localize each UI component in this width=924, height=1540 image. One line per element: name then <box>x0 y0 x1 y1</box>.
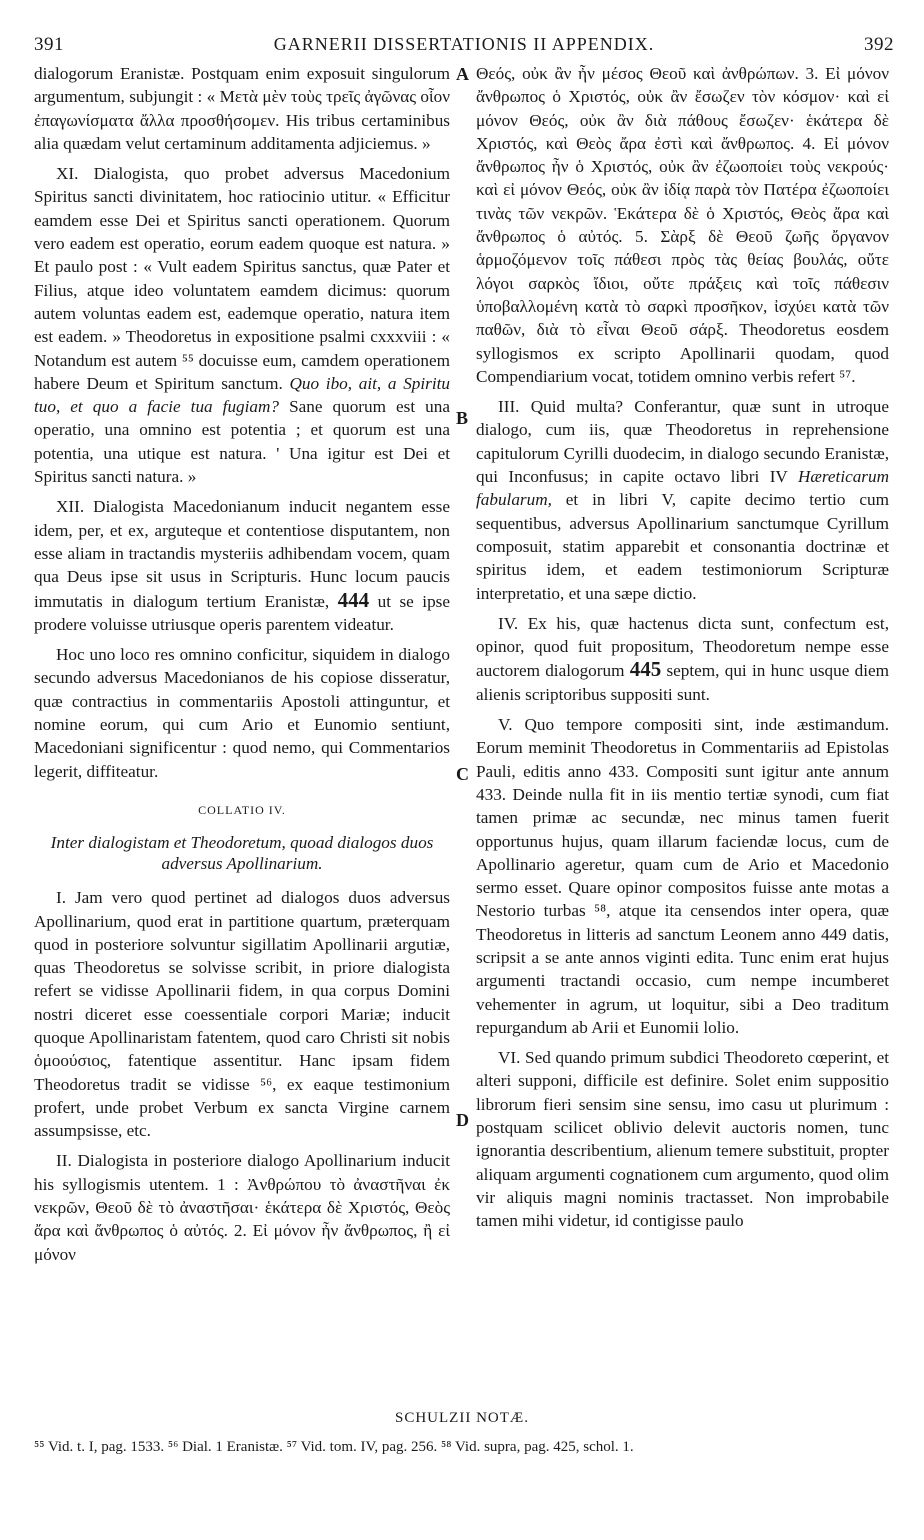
running-header <box>34 34 894 60</box>
psalm-quote: Quo ibo, ait, a Spiritu tuo, et quo a facie tua fugiam? <box>34 373 450 417</box>
left-paragraph-1: dialogorum Eranistæ. Postquam enim exposuit singulorum argumentum, subjungit : « Μετὰ μὲν τοὺς τρεῖς ἀγῶνας οἷον ἐπαγωνίσματα ἄλλα προσθήσομεν. His tribus certaminibus alia quædam velut certaminum additamenta adjiciemus. » <box>34 64 450 153</box>
right-paragraph-iii <box>476 395 889 605</box>
running-title: GARNERII DISSERTATIONIS II APPENDIX. <box>273 34 655 54</box>
page-number-right: 392 <box>863 34 894 55</box>
left-paragraph-xi-end: Sane quorum est una operatio, una omnino est potentia ; et quorum est una potentia, una utique est natura. ' Una igitur est Dei et Spiritus sancti natura. » <box>34 397 450 487</box>
margin-marker-c: C <box>456 764 469 784</box>
right-paragraph-iii-end: et in libri V, capite decimo tertio cum sequentibus, adversus Apollinarium sanctumque Cyrillum composuit, statim apparebit et consonantia doctrinæ et spiritus idem, et eadem testimoniorum Scripturæ interpretatio, et una sæpe dictio. <box>476 490 889 603</box>
margin-marker-a: A <box>456 64 469 84</box>
right-paragraph-iii-text: III. Quid multa? Conferantur, quæ sunt in utroque dialogo, cum iis, quæ Theodoretus in reprehensione capitulorum Cyrilli duodecim, in dialogo secundo Eranistæ, qui Inconfusus; in capite octavo libri IV <box>476 397 889 487</box>
left-paragraph-xii-end: ut se ipse prodere voluisse utriusque operis parentem videatur. <box>34 591 450 634</box>
right-paragraph-iv-end: septem, qui in hunc usque diem alienis scriptoribus suppositi sunt. <box>476 661 889 704</box>
left-column <box>34 62 450 1273</box>
right-paragraph-iv-text: IV. Ex his, quæ hactenus dicta sunt, confectum est, opinor, quod fuit propositum, Theodoretum nempe esse auctorem dialogorum <box>476 613 889 681</box>
right-paragraph-iv <box>476 612 889 706</box>
column-number-444: 444 <box>337 587 370 612</box>
left-paragraph-xi <box>34 162 450 488</box>
right-column <box>476 62 889 1240</box>
collatio-subheading: Inter dialogistam et Theodoretum, quoad dialogos duos adversus Apollinarium. <box>50 833 434 874</box>
right-paragraph-greek: Θεός, οὐκ ἂν ἦν μέσος Θεοῦ καὶ ἀνθρώπων. 3. Εἰ μόνον ἄνθρωπος ὁ Χριστός, οὐκ ἂν ἔσωζεν τὸν κόσμον· καὶ εἰ μόνον Θεός, οὐκ ἂν διὰ πάθους ἔσωζεν· ἑκάτερα δὲ Χριστός, καὶ Θεὸς ἄρα ἐστὶ καὶ ἄνθρωπος. 4. Εἰ μόνον ἄνθρωπος ἦν ὁ Χριστός, οὐκ ἂν ἐζωοποίει τοὺς νεκρούς· καὶ εἰ μόνον Θεός, οὐκ ἂν ἰδίᾳ παρὰ τὸν Πατέρα ἐζωοποίει τινὰς τῶν νεκρῶν. Ἑκάτερα δὲ ὁ Χριστός, Θεὸς ἄρα καὶ ἄνθρωπος ὁ αὐτός. 5. Σὰρξ δὲ Θεοῦ ζωῆς ὄργανον ἁρμοζόμενον τοῖς πάθεσι πρὸς τὰς θείας βουλάς, οὔτε λόγοι σαρκὸς ἴδιοι, οὔτε πράξεις καὶ τοῖς πάθεσιν ὑποβαλλομένη κατὰ τὸ σαρκὶ προσῆκον, ἰσχύει κατὰ τῶν παθῶν, διὰ τὸ εἶναι Θεοῦ σάρξ. Theodoretus eosdem syllogismos ex scripto Apollinarii quodam, quod Compendiarium vocat, totidem omnino verbis refert ⁵⁷. <box>476 64 889 386</box>
right-paragraph-vi: VI. Sed quando primum subdici Theodoreto cœperint, et alteri supponi, difficile est definire. Solet enim suppositio librorum fieri sensim sine sensu, imo casu ut plurimum : postquam scilicet oblivio delevit auctoris nomen, tunc ignorantia describentium, alienum temere substituit, propter aliquam argumenti cognationem cum argumento, quod olim vir aliquis magni nominis tractasset. Non improbabile tamen mihi videtur, id contigisse paulo <box>476 1048 889 1231</box>
left-paragraph-i: I. Jam vero quod pertinet ad dialogos duos adversus Apollinarium, quod erat in partitione quartum, præterquam quod in posteriore solvuntur sigillatim Apollinarii argutiæ, quas Theodoretus se solvisse scribit, in priore dialogista refert se vidisse Apollinarii fidem, in qua corpus Domini nostri diceret esse coessentiale corpori Mariæ; inducit quoque Apollinaristam fatentem, quod caro Christi sit nobis ὁμοούσιος, fatentique assentitur. Hanc ipsam fidem Theodoretus tradit se vidisse ⁵⁶, ex eaque testimonium profert, unde probet Verbum ex sancta Virgine carnem assumpsisse, etc. <box>34 888 450 1141</box>
right-paragraph-v: V. Quo tempore compositi sint, inde æstimandum. Eorum meminit Theodoretus in Commentariis ad Epistolas Pauli, editis anno 433. Compositi sunt igitur ante annum 433. Deinde nulla fit in iis mentio tertiæ synodi, cum fiat tamen primæ ac secundæ, nec minus tamen fuerit opportunus hujus, quam illarum faciendæ locus, cum de Apollinario ageretur, quam cum de Ario et Macedonio sermo esset. Quare opinor compositos fuisse ante motas a Nestorio turbas ⁵⁸, atque ita censendos inter opera, quæ Theodoretus in litteris ad sanctum Leonem anno 449 datis, scripsit a se ante annos viginti edita. Tunc enim erat hujus argumenti tractandi occasio, cum nempe incumberet vehementer in agrum, ut loquitur, sibi a Deo traditum repurgandum ab Arii et Eunomii lolio. <box>476 715 889 1037</box>
footnotes: ⁵⁵ Vid. t. I, pag. 1533. ⁵⁶ Dial. 1 Eranistæ. ⁵⁷ Vid. tom. IV, pag. 256. ⁵⁸ Vid. supra, pag. 425, schol. 1. <box>34 1439 634 1455</box>
margin-marker-d: D <box>456 1110 469 1130</box>
page-number-left: 391 <box>34 34 64 55</box>
left-paragraph-ii: II. Dialogista in posteriore dialogo Apollinarium inducit his syllogismis utentem. 1 : Ἀνθρώπου τὸ ἀναστῆναι ἐκ νεκρῶν, Θεοῦ δὲ τὸ ἀναστῆσαι· ἑκάτερα δὲ Χριστός, Θεὸς ἄρα καὶ ἄνθρωπος ὁ αὐτός. 2. Εἰ μόνον ἦν ἄνθρωπος, ἢ εἰ μόνον <box>34 1151 450 1264</box>
left-paragraph-xii-text: XII. Dialogista Macedonianum inducit negantem esse idem, per, et ex, arguteque et contentiose disputantem, non esse aliam in tractandis mysteriis adhibendam vocem, quam qua Deus ipse sit usus in Scripturis. Hunc locum paucis immutatis in dialogum tertium Eranistæ, <box>34 497 450 611</box>
notes-heading: SCHULZII NOTÆ. <box>395 1410 529 1426</box>
left-paragraph-conclusion: Hoc uno loco res omnino conficitur, siquidem in dialogo secundo adversus Macedonianos de his copiose disseratur, quæ contractius in commentariis Apostoli attinguntur, et nomine eorum, qui cum Ario et Eunomio sentiunt, Macedoniani significentur : quod nemo, qui Commentarios legerit, diffiteatur. <box>34 645 450 781</box>
haereticarum-title: Hæreticarum fabularum, <box>476 467 890 510</box>
column-number-445: 445 <box>629 657 662 682</box>
left-paragraph-xi-text: XI. Dialogista, quo probet adversus Macedonium Spiritus sancti divinitatem, hoc ratiocinio utitur. « Efficitur eamdem esse Dei et Spiritus sancti operationem. Quorum vero eadem est operatio, eorum eadem quoque est natura. » Et paulo post : « Vult eadem Spiritus sanctus, quæ Pater et Filius, atque ideo voluntatem eamdem dicimus: quorum autem voluntas eadem est, eademque operatio, natura item est eadem. » Theodoretus in expositione psalmi cxxxviii : « Notandum est autem ⁵⁵ docuisse eum, camdem operationem habere Deum et Spiritum sanctum. <box>34 164 450 393</box>
left-paragraph-xii <box>34 495 450 636</box>
margin-marker-b: B <box>456 408 469 428</box>
collatio-heading: COLLATIO IV. <box>198 802 286 817</box>
